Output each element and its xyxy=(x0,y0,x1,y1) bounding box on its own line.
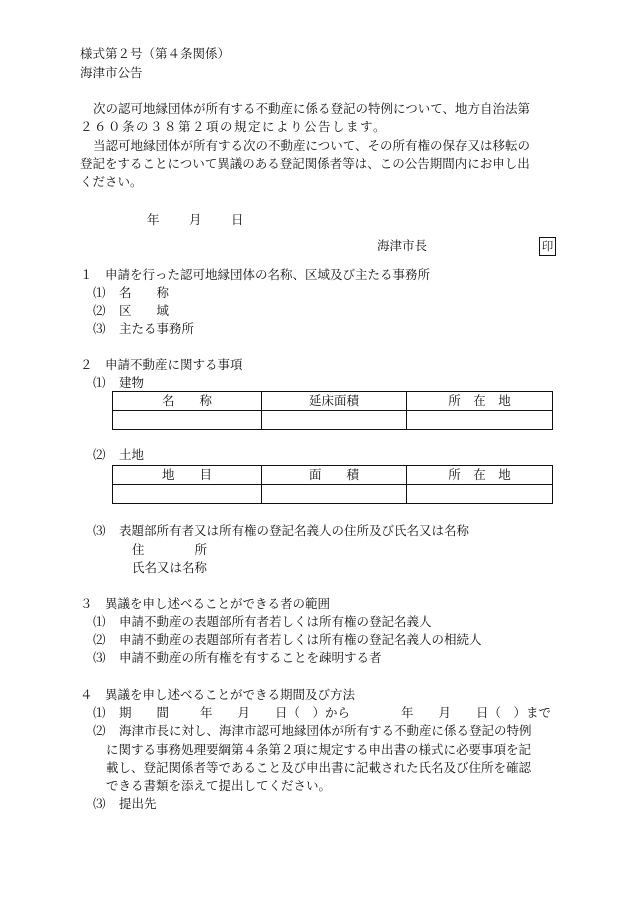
intro-p2-line2: 登記をすることについて異議のある登記関係者等は、この公告期間内にお申し出 xyxy=(80,156,530,171)
land-cell-category xyxy=(113,485,262,504)
form-number: 様式第２号（第４条関係） xyxy=(80,46,231,61)
method-line1: 海津市長に対し、海津市認可地縁団体が所有する不動産に係る登記の特例 xyxy=(119,723,532,738)
period-from: 年 月 日（ ）から xyxy=(200,705,351,720)
section1-item-no: ⑶ xyxy=(93,321,106,336)
date-month: 月 xyxy=(189,212,202,227)
section1-office-label: 主たる事務所 xyxy=(119,321,195,336)
intro-p1-line2: ２６０条の３８第２項の規定により公告します。 xyxy=(80,119,388,134)
section1-name-label: 名 称 xyxy=(119,285,170,300)
table-header-row xyxy=(113,466,553,485)
section2-heading: ２ 申請不動産に関する事項 xyxy=(80,357,243,372)
intro-p1-line1: 次の認可地縁団体が所有する不動産に係る登記の特例について、地方自治法第 xyxy=(93,101,531,116)
period-no: ⑴ xyxy=(93,705,106,720)
table-row xyxy=(113,411,553,430)
building-no: ⑴ xyxy=(93,375,106,390)
building-label: 建物 xyxy=(119,375,145,390)
section3-heading: ３ 異議を申し述べることができる者の範囲 xyxy=(80,596,331,611)
building-table xyxy=(112,391,553,430)
period-label: 期 間 xyxy=(119,705,170,720)
owner-address-label: 住 所 xyxy=(132,542,208,557)
building-cell-location xyxy=(407,411,553,430)
section3-item-no: ⑶ xyxy=(93,650,106,665)
owner-no: ⑶ xyxy=(93,523,106,538)
intro-p2-line3: ください。 xyxy=(80,174,143,189)
table-header-row xyxy=(113,392,553,411)
land-no: ⑵ xyxy=(93,447,106,462)
seal-mark: 印 xyxy=(539,237,556,256)
mayor-title: 海津市長 xyxy=(377,238,428,253)
land-table xyxy=(112,465,553,504)
method-line3: 載し、登記関係者等であること及び申出書に記載された氏名及び住所を確認 xyxy=(106,760,532,775)
land-cell-area xyxy=(262,485,407,504)
intro-p2-line1: 当認可地縁団体が所有する次の不動産について、その所有権の保存又は移転の xyxy=(93,138,531,153)
section1-area-label: 区 域 xyxy=(119,303,170,318)
section3-item-text: 申請不動産の所有権を有することを疎明する者 xyxy=(119,650,382,665)
land-header-category: 地 目 xyxy=(113,466,262,485)
land-header-location: 所 在 地 xyxy=(407,466,553,485)
land-cell-location xyxy=(407,485,553,504)
section1-item-no: ⑵ xyxy=(93,303,106,318)
land-label: 土地 xyxy=(119,447,145,462)
table-row xyxy=(113,485,553,504)
period-to: 年 月 日（ ）まで xyxy=(401,705,552,720)
date-day: 日 xyxy=(231,212,244,227)
owner-label: 表題部所有者又は所有権の登記名義人の住所及び氏名又は名称 xyxy=(119,523,470,538)
section3-item-text: 申請不動産の表題部所有者若しくは所有権の登記名義人の相続人 xyxy=(119,632,482,647)
building-header-location: 所 在 地 xyxy=(407,392,553,411)
land-header-area: 面 積 xyxy=(262,466,407,485)
building-header-name: 名 称 xyxy=(113,392,262,411)
building-cell-floor-area xyxy=(262,411,407,430)
building-cell-name xyxy=(113,411,262,430)
section4-heading: ４ 異議を申し述べることができる期間及び方法 xyxy=(80,687,356,702)
submit-label: 提出先 xyxy=(119,796,157,811)
submit-no: ⑶ xyxy=(93,796,106,811)
section1-item-no: ⑴ xyxy=(93,285,106,300)
issuer-title: 海津市公告 xyxy=(80,65,143,80)
section3-item-no: ⑴ xyxy=(93,614,106,629)
date-year: 年 xyxy=(147,212,160,227)
section3-item-no: ⑵ xyxy=(93,632,106,647)
method-line2: に関する事務処理要綱第４条第２項に規定する申出書の様式に必要事項を記 xyxy=(106,742,532,757)
section1-heading: １ 申請を行った認可地縁団体の名称、区域及び主たる事務所 xyxy=(80,267,431,282)
owner-name-label: 氏名又は名称 xyxy=(132,560,208,575)
method-line4: できる書類を添えて提出してください。 xyxy=(106,778,332,793)
section3-item-text: 申請不動産の表題部所有者若しくは所有権の登記名義人 xyxy=(119,614,432,629)
method-no: ⑵ xyxy=(93,723,106,738)
building-header-floor-area: 延床面積 xyxy=(262,392,407,411)
